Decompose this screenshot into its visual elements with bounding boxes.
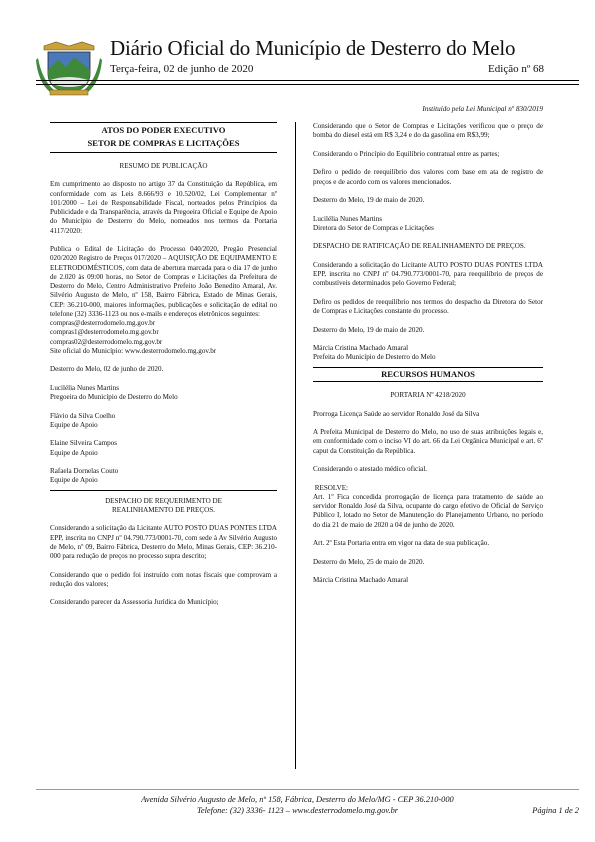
place-date: Desterro do Melo, 19 de maio de 2020. [313,196,425,204]
municipal-crest-icon [36,40,102,96]
right-paragraph-6: A Prefeita Municipal de Desterro do Melo, no uso de suas atribuições legais e, em conformidade com o inciso VI do art. 66 da Lei Orgânica Municipal e art. 6º caput da Constituição da República. [313,428,543,455]
section-heading-hr: RECURSOS HUMANOS [313,367,543,382]
signature-role: Pregoeira do Município de Desterro do Melo [50,393,178,401]
signature-role: Equipe de Apoio [50,420,98,429]
signature-name: Márcia Cristina Machado Amaral [313,344,409,352]
signature-role: Prefeita do Município de Desterro do Melo [313,353,436,362]
despacho-title-line-2: REALINHAMENTO DE PREÇOS. [112,505,215,514]
resolve-heading: RESOLVE: [313,483,349,492]
footer-address: Avenida Silvério Augusto de Melo, nº 158, Fábrica, Desterro do Melo/MG - CEP 36.210-000 [141,795,454,804]
issue-date: Terça-feira, 02 de junho de 2020 [110,63,254,75]
signature-name: Elaine Silveira Campos [50,439,117,448]
header-rule-bottom [36,84,579,85]
right-paragraph-3: Defiro o pedido de reequilíbrio dos valores com base em ata de registro de preços e de acordo com os valores mencionados. [313,168,543,186]
article-2: Art. 2º Esta Portaria entra em vigor na data de sua publicação. [313,539,490,547]
right-paragraph-2: Considerando o Princípio do Equilíbrio contratual entre as partes; [313,149,500,158]
signature-name: Lucilélia Nunes Martins [313,214,382,223]
signature-name: Rafaela Dornelas Couto [50,467,119,475]
despacho-paragraph-2: Considerando que o pedido foi instruído com notas fiscais que comprovam a redução dos valores; [50,570,277,588]
portaria-number: PORTARIA Nº 4218/2020 [390,391,466,399]
article-1: Art. 1º Fica concedida prorrogação de licença para tratamento de saúde ao servidor Ronaldo José da Silva, ocupante do cargo efetivo de Oficial de Serviço Público I, lotado no Setor de Manutenção do Planejamento Urbano, no período do dia 21 de maio de 2020 a 04 de junho de 2020. [313,492,543,529]
summary-title: RESUMO DE PUBLICAÇÃO [119,161,208,170]
section-heading-purchasing: SETOR DE COMPRAS E LICITAÇÕES [50,137,277,152]
newspaper-title: Diário Oficial do Município de Desterro do Melo [110,36,516,60]
right-column [313,122,543,585]
page-number: Página 1 de 2 [532,806,579,815]
place-date: Desterro do Melo, 25 de maio de 2020. [313,557,425,566]
column-divider [295,122,296,769]
footer-rule [36,789,579,790]
portaria-subject: Prorroga Licença Saúde ao servidor Ronaldo José da Silva [313,409,480,418]
email-link[interactable]: compras02@desterrodomelo.mg.gov.br [50,337,163,346]
site-link[interactable]: Site oficial do Município: www.desterrodomelo.mg.gov.br [50,346,217,355]
left-column [50,122,277,608]
right-paragraph-4: Considerando a solicitação do Licitante AUTO POSTO DUAS PONTES LTDA EPP, inscrita no CNPJ nº 04.790.773/0001-70, para reequilíbrio de preços de combustíveis determinados pelo Governo Federal; [313,260,543,288]
right-paragraph-1: Considerando que o Setor de Compras e Licitações verificou que o preço de bomba do diesel está em R$ 3,24 e do da gasolina em R$3,99; [313,122,543,140]
signature-role: Equipe de Apoio [50,476,98,485]
ratification-title: DESPACHO DE RATIFICAÇÃO DE REALINHAMENTO DE PREÇOS. [313,242,526,251]
header-rule-top [36,80,579,81]
signature-name: Márcia Cristina Machado Amaral [313,576,409,584]
signature-name: Flávio da Silva Coelho [50,411,116,420]
section-heading-executive: ATOS DO PODER EXECUTIVO [50,122,277,137]
summary-paragraph-2: Publica o Edital de Licitação do Processo 040/2020, Pregão Presencial 020/2020 Registro de Preços 017/2020 – AQUISIÇÃO DE EQUIPAMENTO E ELETRODOMÉSTICOS, com data de abertura marcada para o dia 17 de junho de 2.020 às 09:00 horas, no Setor de Compras e Licitações da Prefeitura de Desterro do Melo, Centro Administrativo Prefeito João Benedito Amaral, Av. Silvério Augusto de Melo, nº 158, Bairro Fábrica, Estado de Minas Gerais, CEP: 36.210-000, maiores informações, publicações e solicitação de edital no telefone (32) 3336-1123 ou nos e-mails e endereços eletrônicos seguintes: [50,245,277,318]
email-link[interactable]: compras1@desterrodomelo.mg.gov.br [50,328,159,337]
right-paragraph-7: Considerando o atestado médico oficial. [313,465,428,473]
place-date: Desterro do Melo, 02 de junho de 2020. [50,365,164,374]
despacho-paragraph-3: Considerando parecer da Assessoria Jurídica do Município; [50,598,219,607]
signature-name: Lucilélia Nunes Martins [50,383,119,392]
instituted-note: Instituído pela Lei Municipal nº 830/2019 [422,105,543,113]
place-date: Desterro do Melo, 19 de maio de 2020. [313,325,425,334]
despacho-title-line-1: DESPACHO DE REQUERIMENTO DE [105,496,222,505]
signature-role: Equipe de Apoio [50,448,98,457]
footer-contact: Telefone: (32) 3336- 1123 – www.desterrodomelo.mg.gov.br [196,806,399,815]
signature-role: Diretora do Setor de Compras e Licitações [313,223,434,232]
summary-paragraph-1: Em cumprimento ao disposto no artigo 37 da Constituição da República, em conformidade com as Leis 8.666/93 e 10.520/02, Lei Complementar nº 101/2000 – Lei de Responsabilidade Fiscal, norteados pelos Princípios da Publicidade e da Transparência, através da Pregoeira Oficial e Equipe de Apoio do Município de Desterro do Melo, nomeados nos termos da Portaria 4117/2020: [50,180,277,235]
edition-number: Edição nº 68 [488,63,544,75]
despacho-paragraph-1: Considerando a solicitação da Licitante AUTO POSTO DUAS PONTES LTDA EPP, inscrita no CNPJ nº 04.790.773/0001-70, com sede à Av Silvério Augusto de Melo, nº 09, Bairro Fábrica, Desterro do Melo, Minas Gerais, CEP: 36.210-000 para redução de preços no processo supra descrito; [50,524,277,560]
email-link[interactable]: compras@desterrodomelo.mg.gov.br [50,319,156,327]
right-paragraph-5: Defiro os pedidos de reequilíbrio nos termos do despacho da Diretora do Setor de Compras e Licitações constante do processo. [313,297,543,315]
